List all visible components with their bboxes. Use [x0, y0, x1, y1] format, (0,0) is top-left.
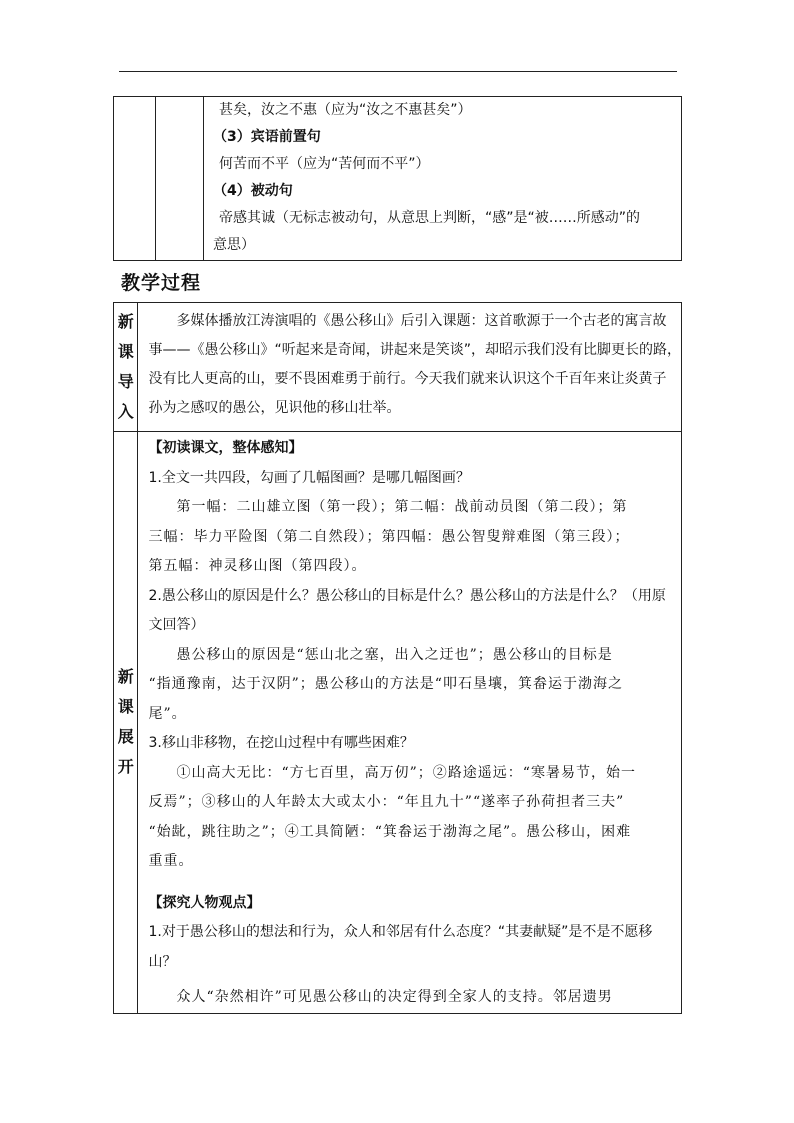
grammar-notes-cell — [204, 97, 682, 261]
blank-cell — [156, 97, 204, 261]
question: 3.移山非移物，在挖山过程中有哪些困难？ — [148, 735, 414, 751]
question: 1.全文一共四段，勾画了几幅图画？是哪几幅图画？ — [148, 469, 470, 486]
blank-cell — [114, 97, 156, 261]
question: 山？ — [148, 953, 177, 970]
example-line: 意思） — [213, 237, 255, 253]
answer-line: 第一幅：二山雄立图（第一段）；第二幅：战前动员图（第二段）；第 — [176, 499, 628, 515]
answer-line: 愚公移山的原因是“惩山北之塞，出入之迂也”；愚公移山的目标是 — [176, 646, 613, 663]
label-char: 入 — [117, 402, 134, 421]
intro-line: 没有比人更高的山，要不畏困难勇于前行。今天我们就来认识这个千百年来让炎黄子 — [148, 371, 667, 387]
example-line: 甚矣，汝之不惠（应为“汝之不惠甚矣”） — [219, 102, 472, 118]
label-char: 课 — [117, 697, 134, 717]
label-char: 展 — [117, 727, 134, 747]
label-char: 开 — [117, 757, 134, 777]
answer-line: 反焉”；③移山的人年龄太大或太小：“年且九十”“遂率子孙荷担者三夫” — [148, 794, 625, 810]
header-rule — [119, 71, 677, 72]
development-content — [138, 432, 682, 1014]
question: 2.愚公移山的原因是什么？愚公移山的目标是什么？愚公移山的方法是什么？（用原 — [148, 587, 666, 604]
intro-line: 事——《愚公移山》“听起来是奇闻，讲起来是笑谈”，却昭示我们没有比脚更长的路， — [148, 342, 681, 358]
answer-line: 众人“杂然相许”可见愚公移山的决定得到全家人的支持。邻居遗男 — [176, 989, 613, 1005]
section-heading: 教学过程 — [121, 272, 202, 294]
sentence-type-heading: （4）被动句 — [213, 183, 293, 199]
section-title: 【初读课文，整体感知】 — [148, 440, 303, 456]
answer-line: “指通豫南，达于汉阴”；愚公移山的方法是“叩石垦壤，箕畚运于渤海之 — [148, 676, 623, 692]
teaching-process-table — [113, 302, 682, 1014]
label-char: 课 — [117, 342, 134, 361]
label-char: 新 — [117, 667, 134, 687]
introduction-content — [138, 303, 682, 432]
answer-line: 重重。 — [148, 853, 194, 869]
example-line: 帝感其诚（无标志被动句，从意思上判断，“感”是“被……所感动”的 — [219, 210, 641, 226]
example-line: 何苦而不平（应为“苦何而不平”） — [219, 156, 430, 172]
label-char: 新 — [117, 312, 134, 331]
answer-line: ①山高大无比：“方七百里，高万仞”；②路途遥远：“寒暑易节，始一 — [176, 764, 636, 781]
row-label-introduction — [114, 303, 138, 432]
row-label-development — [114, 432, 138, 1014]
answer-line: 三幅：毕力平险图（第二自然段）；第四幅：愚公智叟辩难图（第三段）； — [148, 528, 630, 545]
intro-line: 多媒体播放江涛演唱的《愚公移山》后引入课题：这首歌源于一个古老的寓言故 — [176, 313, 667, 329]
answer-line: “始龀，跳往助之”；④工具简陋：“箕畚运于渤海之尾”。愚公移山，困难 — [148, 823, 632, 840]
continuation-table — [113, 96, 682, 261]
label-char: 导 — [117, 372, 134, 391]
intro-line: 孙为之感叹的愚公，见识他的移山壮举。 — [148, 400, 401, 416]
answer-line: 第五幅：神灵移山图（第四段）。 — [148, 558, 367, 574]
question: 文回答） — [148, 617, 205, 633]
question: 1.对于愚公移山的想法和行为，众人和邻居有什么态度？“其妻献疑”是不是不愿移 — [148, 924, 653, 940]
sentence-type-heading: （3）宾语前置句 — [213, 129, 321, 145]
section-title: 【探究人物观点】 — [148, 894, 261, 911]
answer-line: 尾”。 — [148, 705, 187, 722]
